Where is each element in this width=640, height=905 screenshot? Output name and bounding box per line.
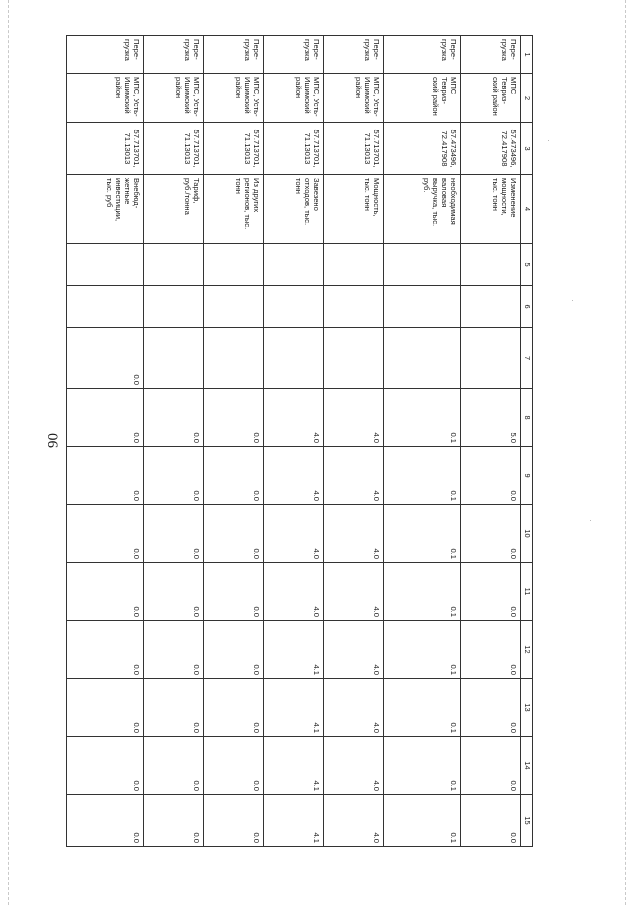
indicator-cell: необходимая валовая выручка, тыс. руб.	[384, 175, 461, 244]
value-cell: 0.0	[67, 621, 144, 679]
value-cell: 4.0	[324, 737, 384, 795]
value-cell: 4.1	[264, 621, 324, 679]
indicator-cell: Тариф, руб./тонна	[143, 175, 203, 244]
value-cell: 5.0	[460, 389, 520, 447]
scan-margin-right	[625, 0, 626, 905]
value-cell: 0.0	[204, 505, 264, 563]
value-cell	[143, 244, 203, 286]
location-cell: МПС Тевриз- ский район	[384, 74, 461, 123]
operation-cell: Пере- грузка	[143, 36, 203, 74]
value-cell: 0.0	[143, 505, 203, 563]
value-cell: 4.0	[324, 795, 384, 847]
value-cell: 0.1	[384, 389, 461, 447]
value-cell: 4.0	[264, 447, 324, 505]
value-cell: 0.0	[204, 795, 264, 847]
value-cell	[324, 328, 384, 389]
table-row	[143, 36, 203, 847]
column-number-header: 6	[521, 286, 533, 328]
column-number-header: 3	[521, 123, 533, 175]
column-number-header: 9	[521, 447, 533, 505]
column-number-header: 14	[521, 737, 533, 795]
operation-cell: Пере- грузка	[204, 36, 264, 74]
value-cell: 0.0	[204, 737, 264, 795]
value-cell	[324, 244, 384, 286]
value-cell: 0.0	[67, 563, 144, 621]
value-cell: 0.0	[460, 563, 520, 621]
coordinates-cell: 57.713701, 71.13013	[67, 123, 144, 175]
value-cell: 4.0	[264, 563, 324, 621]
value-cell	[384, 286, 461, 328]
value-cell: 0.1	[384, 563, 461, 621]
column-number-header: 8	[521, 389, 533, 447]
value-cell: 0.0	[143, 795, 203, 847]
operation-cell: Пере- грузка	[264, 36, 324, 74]
value-cell: 0.0	[67, 505, 144, 563]
value-cell	[264, 244, 324, 286]
value-cell: 0.0	[460, 447, 520, 505]
value-cell	[460, 244, 520, 286]
value-cell: 0.0	[204, 447, 264, 505]
location-cell: МПС, Усть- Ишимский район	[67, 74, 144, 123]
value-cell: 0.1	[384, 795, 461, 847]
value-cell: 0.1	[384, 505, 461, 563]
location-cell: МПС, Усть- Ишимский район	[143, 74, 203, 123]
table-row	[264, 36, 324, 847]
location-cell: МПС, Усть- Ишимский район	[204, 74, 264, 123]
coordinates-cell: 57.713701, 71.13013	[264, 123, 324, 175]
table-header-row	[521, 36, 533, 847]
location-cell: МПС Тевриз- ский район	[460, 74, 520, 123]
value-cell: 0.0	[143, 621, 203, 679]
column-number-header: 12	[521, 621, 533, 679]
value-cell: 0.0	[67, 447, 144, 505]
value-cell: 0.0	[460, 505, 520, 563]
value-cell: 0.0	[460, 679, 520, 737]
value-cell: 0.0	[67, 679, 144, 737]
value-cell: 4.0	[324, 389, 384, 447]
location-cell: МПС, Усть- Ишимский район	[264, 74, 324, 123]
value-cell	[204, 328, 264, 389]
column-number-header: 11	[521, 563, 533, 621]
scan-margin-left	[8, 0, 9, 905]
column-number-header: 2	[521, 74, 533, 123]
value-cell	[460, 328, 520, 389]
value-cell: 4.1	[264, 737, 324, 795]
operation-cell: Пере- грузка	[67, 36, 144, 74]
value-cell: 0.0	[204, 679, 264, 737]
value-cell: 0.0	[143, 389, 203, 447]
column-number-header: 4	[521, 175, 533, 244]
value-cell	[204, 286, 264, 328]
value-cell: 0.0	[204, 563, 264, 621]
value-cell: 4.1	[264, 795, 324, 847]
indicator-cell: Мощность, тыс. тонн	[324, 175, 384, 244]
scan-speck	[590, 520, 591, 521]
value-cell	[384, 328, 461, 389]
indicator-cell: Завезено отходов, тыс. тонн	[264, 175, 324, 244]
indicator-cell: Внебюд- жетные инвестиции, тыс. руб	[67, 175, 144, 244]
value-cell	[264, 328, 324, 389]
value-cell	[67, 244, 144, 286]
value-cell: 4.0	[324, 563, 384, 621]
scan-speck	[548, 140, 549, 141]
value-cell: 0.0	[204, 389, 264, 447]
value-cell	[264, 286, 324, 328]
data-table	[66, 35, 533, 847]
value-cell: 0.1	[384, 737, 461, 795]
coordinates-cell: 57.473496, 72.417908	[460, 123, 520, 175]
indicator-cell: Из других регионов, тыс. тонн	[204, 175, 264, 244]
indicator-cell: Изменение мощности, тыс. тонн	[460, 175, 520, 244]
value-cell: 0.0	[204, 621, 264, 679]
value-cell: 4.1	[264, 679, 324, 737]
column-number-header: 7	[521, 328, 533, 389]
value-cell: 0.0	[460, 737, 520, 795]
table-row	[384, 36, 461, 847]
coordinates-cell: 57.473496, 72.417908	[384, 123, 461, 175]
column-number-header: 13	[521, 679, 533, 737]
operation-cell: Пере- грузка	[384, 36, 461, 74]
location-cell: МПС, Усть- Ишимский район	[324, 74, 384, 123]
coordinates-cell: 57.713701, 71.13013	[324, 123, 384, 175]
value-cell: 4.0	[324, 621, 384, 679]
value-cell: 0.0	[143, 447, 203, 505]
value-cell: 0.0	[460, 795, 520, 847]
value-cell: 0.1	[384, 447, 461, 505]
value-cell: 0.1	[384, 621, 461, 679]
value-cell	[143, 328, 203, 389]
scan-speck	[572, 300, 573, 301]
column-number-header: 15	[521, 795, 533, 847]
value-cell: 4.0	[264, 505, 324, 563]
value-cell: 0.0	[67, 389, 144, 447]
column-number-header: 5	[521, 244, 533, 286]
value-cell: 4.0	[324, 447, 384, 505]
value-cell: 0.0	[67, 795, 144, 847]
value-cell: 0.0	[143, 563, 203, 621]
value-cell	[143, 286, 203, 328]
table-row	[204, 36, 264, 847]
value-cell: 4.0	[324, 679, 384, 737]
coordinates-cell: 57.713701, 71.13013	[204, 123, 264, 175]
operation-cell: Пере- грузка	[460, 36, 520, 74]
column-number-header: 1	[521, 36, 533, 74]
table-row	[460, 36, 520, 847]
value-cell	[460, 286, 520, 328]
value-cell: 0.0	[460, 621, 520, 679]
operation-cell: Пере- грузка	[324, 36, 384, 74]
table-row	[324, 36, 384, 847]
value-cell: 4.0	[264, 389, 324, 447]
value-cell: 0.0	[143, 737, 203, 795]
value-cell	[204, 244, 264, 286]
value-cell: 0.1	[384, 679, 461, 737]
column-number-header: 10	[521, 505, 533, 563]
value-cell	[384, 244, 461, 286]
value-cell: 4.0	[324, 505, 384, 563]
value-cell: 0.0	[67, 737, 144, 795]
coordinates-cell: 57.713701, 71.13013	[143, 123, 203, 175]
value-cell	[324, 286, 384, 328]
value-cell: 0.0	[67, 328, 144, 389]
page-number: 90	[45, 433, 62, 448]
table-row	[67, 36, 144, 847]
rotated-table-container	[66, 35, 533, 845]
value-cell: 0.0	[143, 679, 203, 737]
value-cell	[67, 286, 144, 328]
